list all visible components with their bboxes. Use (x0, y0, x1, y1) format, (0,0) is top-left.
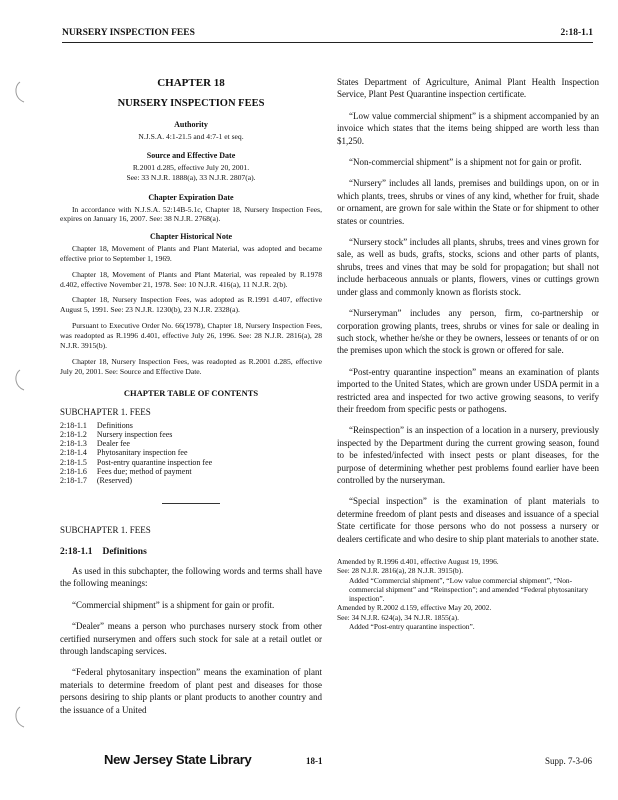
toc-section-title: Phytosanitary inspection fee (96, 448, 188, 458)
source-heading: Source and Effective Date (146, 151, 236, 161)
definition-paragraph: “Special inspection” is the examination of plant materials to determine freedom of plant pests and diseases and issuance of a special State certificate for those persons who do not possess a nursery or dealers certificate and who desire to ship plant materials to another state. (337, 496, 599, 544)
toc-section-number: 2:18-1.4 (60, 448, 87, 458)
source-line: See: 33 N.J.R. 1888(a), 33 N.J.R. 2807(a). (126, 172, 256, 182)
section-divider (162, 503, 220, 504)
toc-row (60, 467, 222, 476)
definition-paragraph: “Federal phytosanitary inspection” means the examination of plant materials to determine freedom of plant pest and diseases for those persons desiring to ship plants or plant products to another country and the issuance of a United (60, 667, 322, 715)
definition-paragraph: “Post-entry quarantine inspection” means an examination of plants imported to the United States, which are grown under USDA permit in a restricted area and inspected for two active growing seasons, to verify their freedom from specific pests or pathogens. (337, 366, 599, 414)
definition-paragraph: “Commercial shipment” is a shipment for gain or profit. (72, 599, 275, 610)
historical-note-paragraph: Chapter 18, Nursery Inspection Fees, was adopted as R.1991 d.407, effective August 5, 1991. See: 23 N.J.R. 1230(b), 23 N.J.R. 2328(a). (60, 295, 322, 315)
toc-table (60, 421, 222, 485)
toc-section-title: Nursery inspection fees (96, 430, 173, 440)
left-column (60, 76, 322, 725)
amendment-note: Amended by R.2002 d.159, effective May 20, 2002. (337, 603, 492, 613)
chapter-number: CHAPTER 18 (157, 77, 225, 89)
toc-section-number: 2:18-1.6 (60, 466, 87, 476)
historical-note-paragraph: Chapter 18, Movement of Plants and Plant Material, was repealed by R.1978 d.402, effective November 21, 1978. See: 10 N.J.R. 416(a), 11 N.J.R. 2(b). (60, 269, 322, 289)
historical-note-paragraph: Pursuant to Executive Order No. 66(1978), Chapter 18, Nursery Inspection Fees, was readopted as R.1996 d.401, effective July 26, 1996. See: 28 N.J.R. 2816(a), 28 N.J.R. 3915(b). (60, 321, 322, 350)
toc-row (60, 430, 222, 439)
toc-row (60, 439, 222, 448)
running-header (62, 28, 593, 43)
punch-hole-mark (12, 80, 28, 104)
amendment-note: Added “Commercial shipment”, “Low value commercial shipment”, “Non-commercial shipment” and “Reinspection”; and amended “Federal phytosanitary inspection”. (349, 575, 589, 603)
toc-row (60, 476, 222, 485)
toc-heading: CHAPTER TABLE OF CONTENTS (123, 388, 259, 399)
toc-subchapter: SUBCHAPTER 1. FEES (60, 406, 151, 417)
right-column (337, 76, 599, 631)
toc-row (60, 421, 222, 430)
toc-row (60, 458, 222, 467)
definition-paragraph: “Low value commercial shipment” is a shipment accompanied by an invoice which states that the items being shipped are worth less than $1,250. (337, 110, 599, 146)
toc-row (60, 448, 222, 457)
definition-paragraph: “Nurseryman” includes any person, firm, co-partnership or corporation growing plants, trees, shrubs or vines for sale or dealing in such stock, whether he/she or they be owners, lessees or tenants of or on the premises upon which the stock is grown or offered for sale. (337, 308, 599, 356)
section-title: Definitions (102, 547, 147, 558)
definition-paragraph: “Reinspection” is an inspection of a location in a nursery, previously inspected by the Department during the current growing season, found to be infested/infected with insect pests or plant diseases, for the purpose of determining whether pest problems found earlier have been controlled by the nurseryman. (337, 425, 599, 485)
amendment-note: Amended by R.1996 d.401, effective August 19, 1996. (337, 557, 499, 566)
toc-section-title: Post-entry quarantine inspection fee (96, 457, 213, 467)
toc-section-number: 2:18-1.3 (60, 439, 87, 449)
toc-section-title: (Reserved) (96, 475, 132, 485)
amendment-note: Added “Post-entry quarantine inspection”. (349, 621, 475, 631)
definition-paragraph: “Dealer” means a person who purchases nursery stock from other certified nurserymen and offers such stock for sale at a retail outlet or through landscaping services. (60, 621, 322, 656)
authority-text: N.J.S.A. 4:1-21.5 and 4:7-1 et seq. (138, 131, 244, 141)
toc-section-number: 2:18-1.1 (60, 420, 87, 430)
body-paragraph: As used in this subchapter, the following words and terms shall have the following meanings: (60, 565, 322, 589)
toc-section-number: 2:18-1.7 (60, 475, 87, 485)
historical-note-paragraph: Chapter 18, Nursery Inspection Fees, was readopted as R.2001 d.285, effective July 20, 2001. See: Source and Effective Date. (60, 356, 322, 376)
amendment-note: See: 34 N.J.R. 624(a), 34 N.J.R. 1855(a). (337, 612, 459, 622)
historical-note-heading: Chapter Historical Note (149, 232, 233, 242)
punch-hole-mark (12, 368, 28, 392)
definition-paragraph: “Nursery” includes all lands, premises and buildings upon, on or in which plants, trees, shrubs or vines of any kind, whether for fruit, shade or ornament, are grown for sale within the State or for shipment to other states or countries. (337, 178, 599, 226)
header-title: NURSERY INSPECTION FEES (62, 28, 195, 38)
definition-paragraph: States Department of Agriculture, Animal Plant Health Inspection Service, Plant Pest Quarantine inspection certificate. (337, 77, 599, 100)
toc-section-title: Definitions (96, 420, 133, 430)
toc-section-title: Dealer fee (96, 439, 130, 449)
punch-hole-mark (12, 705, 28, 729)
header-section-number: 2:18-1.1 (560, 28, 593, 38)
chapter-title: NURSERY INSPECTION FEES (117, 97, 265, 109)
expiration-heading: Chapter Expiration Date (148, 192, 234, 202)
source-line: R.2001 d.285, effective July 20, 2001. (132, 163, 250, 173)
amendment-notes (337, 557, 599, 631)
page-number: 18-1 (306, 756, 323, 766)
subchapter-heading: SUBCHAPTER 1. FEES (60, 525, 151, 536)
library-stamp: New Jersey State Library (104, 752, 252, 767)
toc-section-number: 2:18-1.2 (60, 430, 87, 440)
authority-heading: Authority (174, 119, 208, 129)
section-heading (60, 546, 322, 559)
expiration-text: In accordance with N.J.S.A. 52:14B-5.1c, Chapter 18, Nursery Inspection Fees, expires on January 16, 2007. See: 38 N.J.R. 2768(a). (60, 204, 322, 224)
toc-section-number: 2:18-1.5 (60, 457, 87, 467)
historical-note-paragraph: Chapter 18, Movement of Plants and Plant Material, was adopted and became effective prior to September 1, 1969. (60, 243, 322, 263)
definition-paragraph: “Non-commercial shipment” is a shipment not for gain or profit. (349, 157, 582, 168)
definition-paragraph: “Nursery stock” includes all plants, shrubs, trees and vines grown for sale, as well as buds, grafts, stocks, scions and other parts of plants, shrubs, trees and vines that may be sold for propagation; but shall not include herbaceous annuals or plants, flowers, vines or cuttings grown under glass and commonly known as florists stock. (337, 237, 599, 297)
section-number: 2:18-1.1 (60, 547, 93, 558)
toc-section-title: Fees due; method of payment (96, 466, 192, 476)
amendment-note: See: 28 N.J.R. 2816(a), 28 N.J.R. 3915(b). (337, 566, 464, 576)
supplement-date: Supp. 7-3-06 (545, 756, 592, 766)
